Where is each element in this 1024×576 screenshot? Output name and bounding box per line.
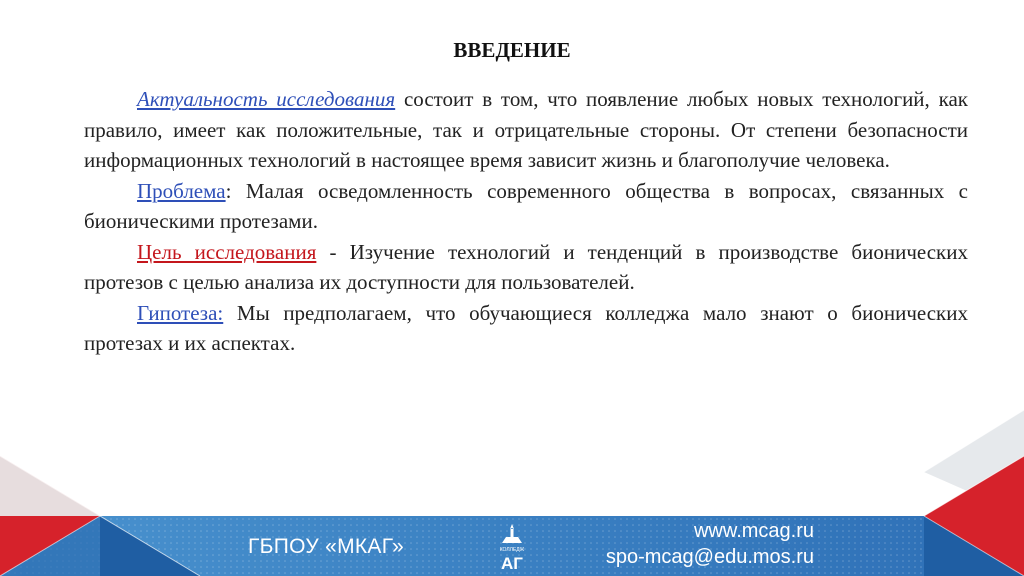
page-title: ВВЕДЕНИЕ <box>453 38 571 62</box>
label-goal: Цель исследования <box>137 239 317 264</box>
label-hypothesis: Гипотеза: <box>137 300 224 325</box>
email-link[interactable]: spo-mcag@edu.mos.ru <box>605 546 814 568</box>
website-link[interactable]: www.mcag.ru <box>693 520 814 542</box>
text-relevance: состоит в том, что появление любых новых технологий, как правило, имеет как положительные, так и отрицательные стороны. От степени безопасности информационных технологий в настоящее время зависит жизнь и благополучие человека. <box>84 87 968 172</box>
organization-name: ГБПОУ «МКАГ» <box>248 535 404 558</box>
paragraph-hypothesis <box>84 298 968 359</box>
text-goal: - Изучение технологий и тенденций в производстве бионических протезов с целью анализа их доступности для пользователей. <box>84 239 968 294</box>
paragraph-problem <box>84 176 968 237</box>
text-hypothesis: Мы предполагаем, что обучающиеся колледжа мало знают о бионических протезах и их аспектах. <box>84 300 968 355</box>
label-relevance: Актуальность исследования <box>137 87 396 111</box>
paragraph-goal <box>84 237 968 298</box>
college-logo-icon <box>492 524 532 572</box>
paragraph-relevance <box>84 84 968 176</box>
svg-text:АГ: АГ <box>501 554 523 572</box>
label-problem: Проблема <box>137 178 226 203</box>
slide-body <box>84 84 968 359</box>
svg-text:КОЛЛЕДЖ: КОЛЛЕДЖ <box>499 547 525 553</box>
text-problem: : Малая осведомленность современного общества в вопросах, связанных с бионическими протезами. <box>84 178 968 233</box>
